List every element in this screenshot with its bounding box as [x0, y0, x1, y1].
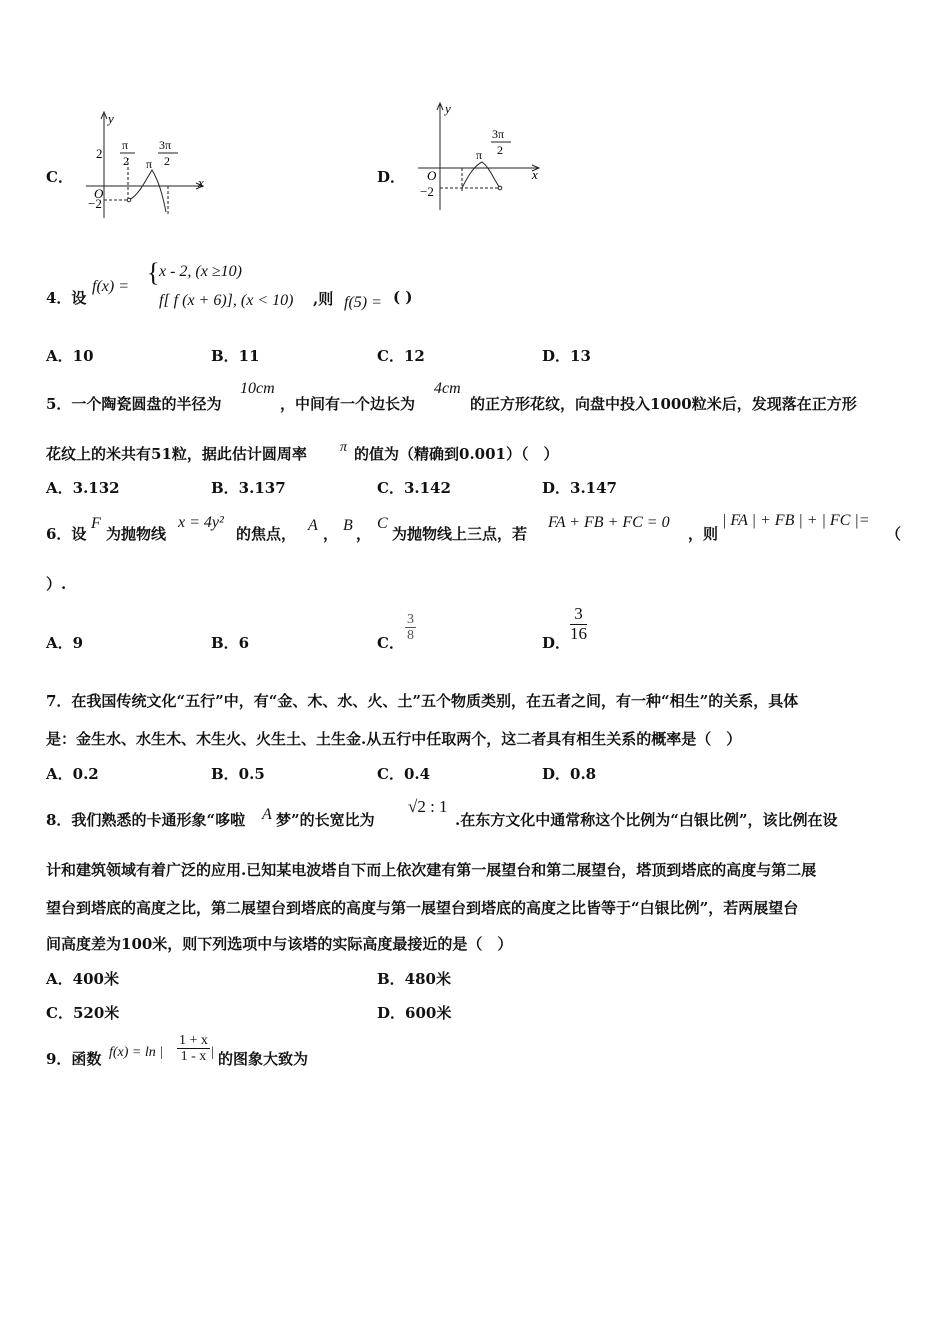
label-3pi-num: 3π	[159, 138, 172, 152]
q6-part4: 为抛物线上三点，若	[392, 525, 528, 543]
q4-case1: x - 2, (x ≥10)	[159, 263, 242, 280]
q6-option-d-label: D．	[542, 634, 571, 652]
label-pi-num: π	[122, 138, 129, 152]
q7-option-d: D．0.8	[542, 765, 597, 783]
q9-part2: 的图象大致为	[218, 1050, 309, 1068]
q5-line2b: 的值为（精确到0.001）（ ）	[354, 445, 559, 463]
q5-option-b: B．3.137	[211, 479, 286, 497]
q6-part5: ，则	[688, 525, 719, 543]
q8-option-c: C．520米	[46, 1004, 120, 1022]
label-neg2: −2	[420, 184, 434, 199]
q8-option-b: B．480米	[377, 970, 451, 988]
label-origin: O	[427, 168, 437, 183]
label-3pi-num: 3π	[492, 127, 505, 141]
q6-part3: 的焦点，	[236, 525, 297, 543]
q4-number: 4．设	[46, 289, 87, 307]
q4-f5: f(5) =	[344, 294, 382, 311]
open-point	[498, 186, 502, 190]
q4-option-c: C．12	[377, 347, 425, 365]
q5-option-d: D．3.147	[542, 479, 617, 497]
q7-option-a: A．0.2	[46, 765, 99, 783]
q4-fx: f(x) =	[92, 278, 129, 295]
q4-option-b: B．11	[211, 347, 260, 365]
q6-part1: 6．设	[46, 525, 87, 543]
q6-F: F	[91, 515, 101, 532]
q6-paren-open: （	[886, 525, 902, 543]
q5-pi: π	[340, 440, 348, 455]
q6-B: B	[343, 517, 353, 534]
curve	[130, 170, 166, 212]
q6-C: C	[377, 515, 388, 532]
q9-fraction: $\frac{1 + x}{1 - x}$	[179, 1033, 208, 1065]
label-3pi-den: 2	[164, 154, 170, 168]
graph-option-c	[82, 108, 212, 220]
q6-abs-expression: | FA | + FB | + | FC |=	[722, 512, 870, 529]
q8-line2: 计和建筑领域有着广泛的应用.已知某电波塔自下而上依次建有第一展望台和第二展望台，塔顶到塔底的高度与第二展	[46, 861, 817, 879]
label-neg2: −2	[88, 196, 102, 211]
label-x: x	[532, 167, 538, 182]
q8-option-d: D．600米	[377, 1004, 452, 1022]
q7-option-c: C．0.4	[377, 765, 431, 783]
q6-option-c-fraction: $\frac{3}{8}$	[407, 612, 414, 644]
q4-case2: f[ f (x + 6)], (x < 10)	[159, 292, 294, 309]
q5-option-c: C．3.142	[377, 479, 451, 497]
q8-line4: 间高度差为100米，则下列选项中与该塔的实际高度最接近的是（ ）	[46, 935, 513, 953]
q5-line2a: 花纹上的米共有51粒，据此估计圆周率	[46, 445, 307, 463]
q6-vector-equation: FA + FB + FC = 0	[548, 514, 670, 531]
q8-A: A	[262, 806, 272, 823]
q7-line1: 7．在我国传统文化“五行”中，有“金、木、水、火、土”五个物质类别，在五者之间，有一种“相生”的关系，具体	[46, 692, 799, 710]
graph-option-d	[412, 100, 542, 212]
curve	[462, 162, 500, 188]
q8-part3: .在东方文化中通常称这个比例为“白银比例”，该比例在设	[455, 811, 838, 829]
q8-ratio: √2 : 1	[408, 797, 448, 816]
option-c-label: C．	[46, 168, 73, 186]
label-2: 2	[96, 146, 103, 161]
q6-part2: 为抛物线	[106, 525, 167, 543]
q6-option-d-fraction: $\frac{3}{16}$	[570, 604, 587, 643]
q5-side: 4cm	[434, 380, 461, 397]
q6-comma2: ，	[356, 525, 372, 543]
q8-option-a: A．400米	[46, 970, 119, 988]
q9-fx: f(x) = ln |	[109, 1045, 164, 1060]
label-3pi-den: 2	[497, 143, 503, 157]
label-y: y	[108, 111, 114, 126]
q7-line2: 是：金生水、水生木、木生火、火生土、土生金.从五行中任取两个，这二者具有相生关系的概率是（ ）	[46, 730, 742, 748]
label-pi-den: 2	[123, 154, 129, 168]
q5-option-a: A．3.132	[46, 479, 120, 497]
label-x: x	[198, 175, 204, 190]
q8-part1: 8．我们熟悉的卡通形象“哆啦	[46, 811, 246, 829]
q4-brace: {	[147, 258, 160, 287]
q6-A: A	[308, 517, 318, 534]
q9-abs-bar: |	[211, 1045, 214, 1060]
q4-option-d: D．13	[542, 347, 591, 365]
q9-part1: 9．函数	[46, 1050, 102, 1068]
q5-part2: ，中间有一个边长为	[280, 395, 416, 413]
q8-line3: 望台到塔底的高度之比，第二展望台到塔底的高度与第一展望台到塔底的高度之比皆等于“白银比例”，若两展望台	[46, 899, 799, 917]
label-origin: O	[94, 186, 104, 201]
q8-part2: 梦”的长宽比为	[276, 811, 375, 829]
q4-then: ,则	[313, 290, 334, 308]
q5-part1: 5．一个陶瓷圆盘的半径为	[46, 395, 222, 413]
option-d-label: D．	[377, 168, 406, 186]
q6-parabola: x = 4y²	[178, 514, 224, 531]
q4-option-a: A．10	[46, 347, 94, 365]
label-pi: π	[146, 157, 153, 171]
q4-paren: ( )	[393, 288, 413, 306]
q6-option-c-label: C．	[377, 634, 404, 652]
q6-option-a: A．9	[46, 634, 84, 652]
open-point	[127, 198, 131, 202]
label-pi: π	[476, 148, 483, 162]
q6-comma1: ，	[323, 525, 339, 543]
q6-line2: ）.	[46, 575, 67, 593]
q7-option-b: B．0.5	[211, 765, 265, 783]
label-y: y	[445, 101, 451, 116]
q5-radius: 10cm	[240, 380, 275, 397]
q6-option-b: B．6	[211, 634, 250, 652]
q5-part3: 的正方形花纹，向盘中投入1000粒米后，发现落在正方形	[470, 395, 857, 413]
